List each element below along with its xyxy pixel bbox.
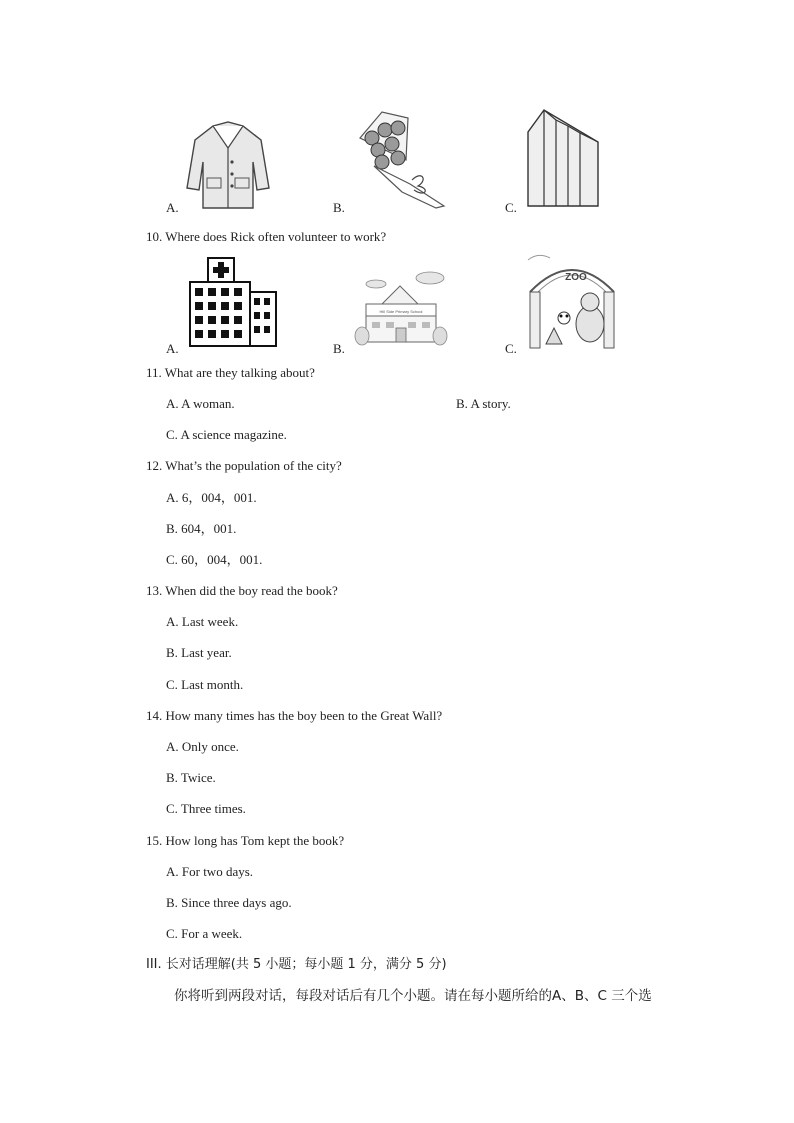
q11-option-c[interactable]: C. A science magazine. (166, 427, 287, 442)
section-3-instruction: 你将听到两段对话，每段对话后有几个小题。请在每小题所给的A、B、C 三个选 (174, 988, 652, 1004)
q15-option-c[interactable]: C. For a week. (166, 926, 243, 941)
zoo-icon (524, 252, 620, 352)
q13-option-b[interactable]: B. Last year. (166, 645, 232, 660)
q15-option-b[interactable]: B. Since three days ago. (166, 895, 292, 910)
q11-question: 11. What are they talking about? (146, 365, 315, 380)
school-picture (352, 268, 448, 350)
q15-question: 15. How long has Tom kept the book? (146, 833, 345, 848)
flowers-icon (352, 108, 448, 210)
school-icon (352, 268, 448, 350)
zoo-picture (524, 252, 620, 352)
q12-option-c[interactable]: C. 60，004，001. (166, 552, 263, 567)
q13-question: 13. When did the boy read the book? (146, 583, 338, 598)
jacket-picture (183, 118, 273, 212)
zoo-sign: ZOO (565, 272, 587, 283)
hospital-picture (186, 254, 280, 348)
school-sign: Hill Side Primary School (379, 309, 423, 314)
section-3-heading: III. 长对话理解(共 5 小题；每小题 1 分，满分 5 分) (146, 957, 447, 972)
q10-option-a[interactable]: A. (166, 341, 179, 356)
q12-option-a[interactable]: A. 6，004，001. (166, 490, 257, 505)
q10-option-c[interactable]: C. (505, 341, 517, 356)
q11-option-b[interactable]: B. A story. (456, 396, 511, 411)
q9-option-b[interactable]: B. (333, 200, 345, 215)
q10-question: 10. Where does Rick often volunteer to work? (146, 229, 387, 244)
q11-option-a[interactable]: A. A woman. (166, 396, 235, 411)
q13-option-c[interactable]: C. Last month. (166, 677, 244, 692)
flowers-picture (352, 108, 448, 210)
q9-option-c[interactable]: C. (505, 200, 517, 215)
jacket-icon (183, 118, 273, 212)
q13-option-a[interactable]: A. Last week. (166, 614, 239, 629)
q10-option-b[interactable]: B. (333, 341, 345, 356)
q14-question: 14. How many times has the boy been to the Great Wall? (146, 708, 443, 723)
q14-option-c[interactable]: C. Three times. (166, 801, 246, 816)
books-picture (524, 106, 604, 210)
books-icon (524, 106, 604, 210)
q12-option-b[interactable]: B. 604，001. (166, 521, 237, 536)
q9-option-a[interactable]: A. (166, 200, 179, 215)
q15-option-a[interactable]: A. For two days. (166, 864, 254, 879)
q14-option-b[interactable]: B. Twice. (166, 770, 216, 785)
q14-option-a[interactable]: A. Only once. (166, 739, 239, 754)
q12-question: 12. What’s the population of the city? (146, 458, 342, 473)
hospital-icon (186, 254, 280, 348)
